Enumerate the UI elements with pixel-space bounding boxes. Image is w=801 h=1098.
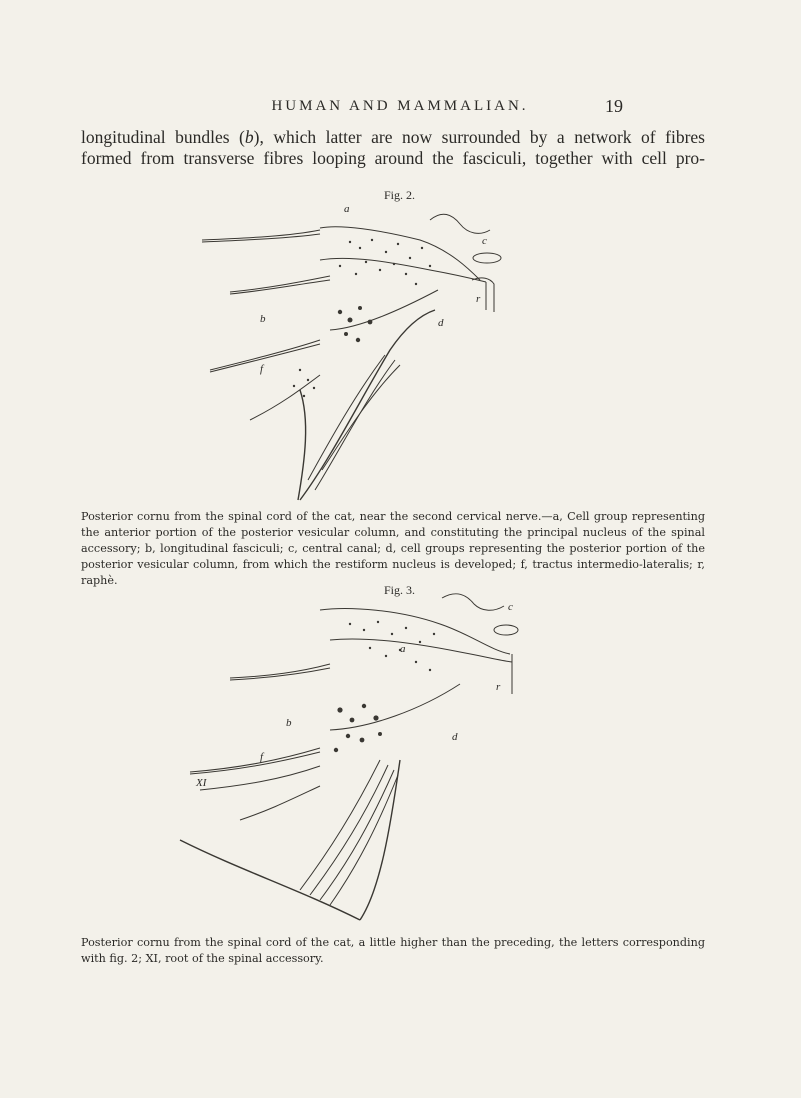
fig3-letter-a: a <box>400 643 406 655</box>
fig2-letter-f: f <box>260 363 264 375</box>
figure2-illustration <box>190 200 510 510</box>
page-number: 19 <box>605 96 623 116</box>
fig2-letter-a: a <box>344 203 350 215</box>
body-line1-pre: longitudinal bundles ( <box>81 127 245 147</box>
body-line1-b: b <box>244 127 254 147</box>
figure3-label: Fig. 3. <box>384 583 416 597</box>
fig3-letter-d: d <box>452 731 458 743</box>
figure2-label: Fig. 2. <box>384 188 416 202</box>
fig2-letter-c: c <box>482 235 487 247</box>
fig3-letter-b: b <box>286 717 292 729</box>
fig3-letter-r: r <box>496 681 501 693</box>
body-line1-post: ), which latter are now surrounded by a network of fibres <box>253 127 705 147</box>
body-paragraph <box>81 127 705 169</box>
figure2-caption: Posterior cornu from the spinal cord of the cat, near the second cervical nerve.—a, Cell group representing the anterior portion of the posterior vesicular column, and constituting the principal nucleus of the spinal accessory; b, longitudinal fasciculi; c, central canal; d, cell groups representing the posterior portion of the posterior vesicular column, from which the restiform nucleus is developed; f, tractus intermedio-lateralis; r, raphè. <box>81 510 705 587</box>
body-line2: formed from transverse fibres looping around the fasciculi, together with cell pro- <box>81 148 705 168</box>
fig2-letter-d: d <box>438 317 444 329</box>
running-title: HUMAN AND MAMMALIAN. <box>271 98 529 114</box>
fig3-letter-f: f <box>260 751 264 763</box>
fig3-letter-xi: XI <box>196 777 207 789</box>
fig2-letter-b: b <box>260 313 266 325</box>
fig2-letter-r: r <box>476 293 481 305</box>
figure3-caption: Posterior cornu from the spinal cord of the cat, a little higher than the preceding, the letters corresponding with fig. 2; XI, root of the spinal accessory. <box>81 936 705 965</box>
fig3-letter-c: c <box>508 601 513 613</box>
figure3-illustration <box>180 590 540 920</box>
